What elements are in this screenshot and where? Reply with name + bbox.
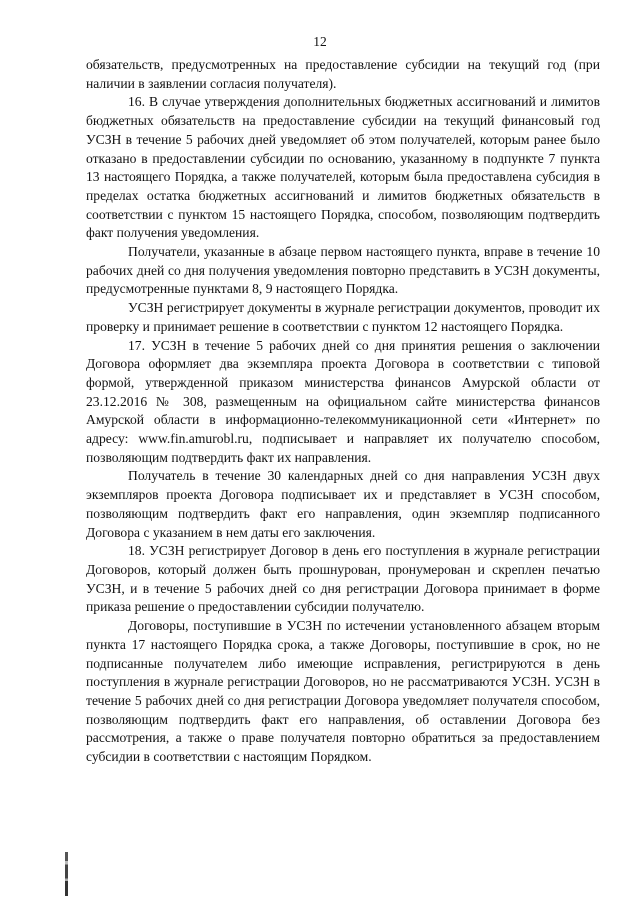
paragraph-item-18: 18. УСЗН регистрирует Договор в день его поступления в журнале регистрации Договоров, который должен быть прошнурован, пронумерован и скреплен печатью УСЗН, и в течение 5 рабочих дней со дня регистрации Договора принимает в форме приказа решение о предоставлении субсидии получателю. xyxy=(86,543,600,615)
paragraph-item-16: 16. В случае утверждения дополнительных бюджетных ассигнований и лимитов бюджетных обязательств на предоставление субсидии на текущий финансовый год УСЗН в течение 5 рабочих дней уведомляет об этом получателей, которым ранее было отказано в предоставлении субсидии по основанию, указанному в подпункте 7 пункта 13 настоящего Порядка, а также получателей, которым была предоставлена субсидия в пределах остатка бюджетных ассигнований и лимитов бюджетных обязательств в соответствии с пунктом 15 настоящего Порядка, способом, позволяющим подтвердить факт получения уведомления. xyxy=(86,94,600,241)
scan-artifact-mark xyxy=(65,852,68,896)
paragraph-uszn-registers-documents: УСЗН регистрирует документы в журнале регистрации документов, проводит их проверку и принимает решение в соответствии с пунктом 12 настоящего Порядка. xyxy=(86,300,600,334)
paragraph-continuation: обязательств, предусмотренных на предоставление субсидии на текущий год (при наличии в заявлении согласия получателя). xyxy=(86,57,600,91)
paragraph-item-17: 17. УСЗН в течение 5 рабочих дней со дня принятия решения о заключении Договора оформляет два экземпляра проекта Договора в соответствии с типовой формой, утвержденной приказом министерства финансов Амурской области от 23.12.2016 № 308, размещенным на официальном сайте министерства финансов Амурской области в информационно-телекоммуникационной сети «Интернет» по адресу: www.fin.amurobl.ru, подписывает и направляет их получателю способом, позволяющим подтвердить факт их направления. xyxy=(86,337,600,465)
document-body xyxy=(86,56,600,767)
paragraph-recipients-resubmit: Получатели, указанные в абзаце первом настоящего пункта, вправе в течение 10 рабочих дней со дня получения уведомления повторно представить в УСЗН документы, предусмотренные пунктами 8, 9 настоящего Порядка. xyxy=(86,244,600,297)
page-number: 12 xyxy=(313,34,327,49)
paragraph-recipient-signs: Получатель в течение 30 календарных дней со дня направления УСЗН двух экземпляров проекта Договора подписывает их и представляет в УСЗН способом, позволяющим подтвердить факт его направления, один экземпляр подписанного Договора с указанием в нем даты его заключения. xyxy=(86,468,600,540)
paragraph-late-contracts: Договоры, поступившие в УСЗН по истечении установленного абзацем вторым пункта 17 настоящего Порядка срока, а также Договоры, поступившие в срок, но не подписанные получателем либо имеющие исправления, регистрируются в день поступления в журнале регистрации Договоров, но не рассматриваются УСЗН. УСЗН в течение 5 рабочих дней со дня регистрации Договора уведомляет получателя способом, позволяющим подтвердить факт его направления, об оставлении Договора без рассмотрения, а также о праве получателя повторно обратиться за предоставлением субсидии в соответствии с настоящим Порядком. xyxy=(86,618,600,765)
